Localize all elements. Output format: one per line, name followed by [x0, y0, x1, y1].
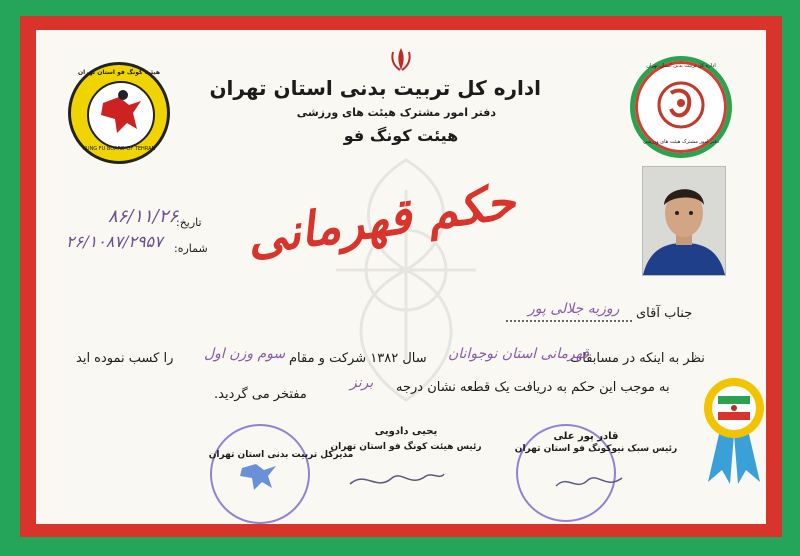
header-title: اداره کل تربیت بدنی استان تهران: [209, 76, 541, 100]
iran-emblem-icon: [388, 46, 414, 72]
main-title: حکم قهرمانی: [243, 173, 519, 267]
sports-office-logo: [630, 56, 732, 158]
line3-end: مفتخر می گردید.: [214, 387, 307, 402]
kungfu-figure-icon: [87, 81, 155, 149]
signature-2-name: یحیی دادویی: [374, 426, 438, 437]
sports-office-ring-text: اداره کل تربیت بدنی استان تهران: [646, 63, 716, 69]
kungfu-board-logo: [68, 62, 170, 164]
number-value: ۲۶/۱۰۸۷/۲۹۵۷: [66, 232, 163, 251]
line2-middle: سال ۱۳۸۲ شرکت و مقام: [289, 351, 427, 366]
signature-3-title: رئیس سبک نیوکونگ فو استان تهران: [514, 444, 678, 454]
rank: سوم وزن اول: [204, 346, 286, 362]
signature-3-name: قادر پور علی: [553, 431, 619, 442]
sports-office-emblem-icon: [655, 79, 707, 131]
kungfu-stamp-icon: [238, 454, 282, 494]
header-board: هیئت کونگ فو: [343, 126, 459, 145]
sports-office-bottom-text: دفتر امور مشترک هیئت های ورزشی: [642, 139, 719, 145]
stamp-left: [210, 424, 310, 524]
kungfu-logo-bottom-text: KUNG FU BOARD OF TEHRAN: [82, 146, 156, 152]
signature-2-scribble: [346, 466, 446, 494]
line2-end: را کسب نموده اید: [76, 351, 174, 366]
competition-name: قهرمانی استان نوجوانان: [448, 346, 589, 362]
signature-3-scribble: [552, 470, 632, 496]
line3-start: به موجب این حکم به دریافت یک قطعه نشان درجه: [396, 380, 670, 395]
recipient-prefix: جناب آقای: [636, 306, 693, 321]
certificate-paper: [36, 30, 766, 524]
number-label: شماره:: [174, 242, 208, 255]
signature-2-title: رئیس هیئت کونگ فو استان تهران: [330, 442, 482, 452]
date-label: تاریخ:: [176, 216, 202, 229]
line2-start: نظر به اینکه در مسابقات: [570, 351, 705, 366]
recipient-photo: [642, 166, 726, 276]
date-value: ۸۶/۱۱/۲۶: [108, 206, 179, 227]
kungfu-logo-top-text: هیئت کونگ فو استان تهران: [77, 69, 160, 76]
recipient-name: روزبه جلالی پور: [528, 301, 620, 317]
rosette-badge: [700, 374, 768, 442]
medal: برنز: [350, 375, 374, 391]
signature-1-title: مدیرکل تربیت بدنی استان تهران: [208, 450, 354, 460]
header-subtitle: دفتر امور مشترک هیئت های ورزشی: [296, 106, 496, 119]
recipient-dots: [506, 320, 632, 322]
